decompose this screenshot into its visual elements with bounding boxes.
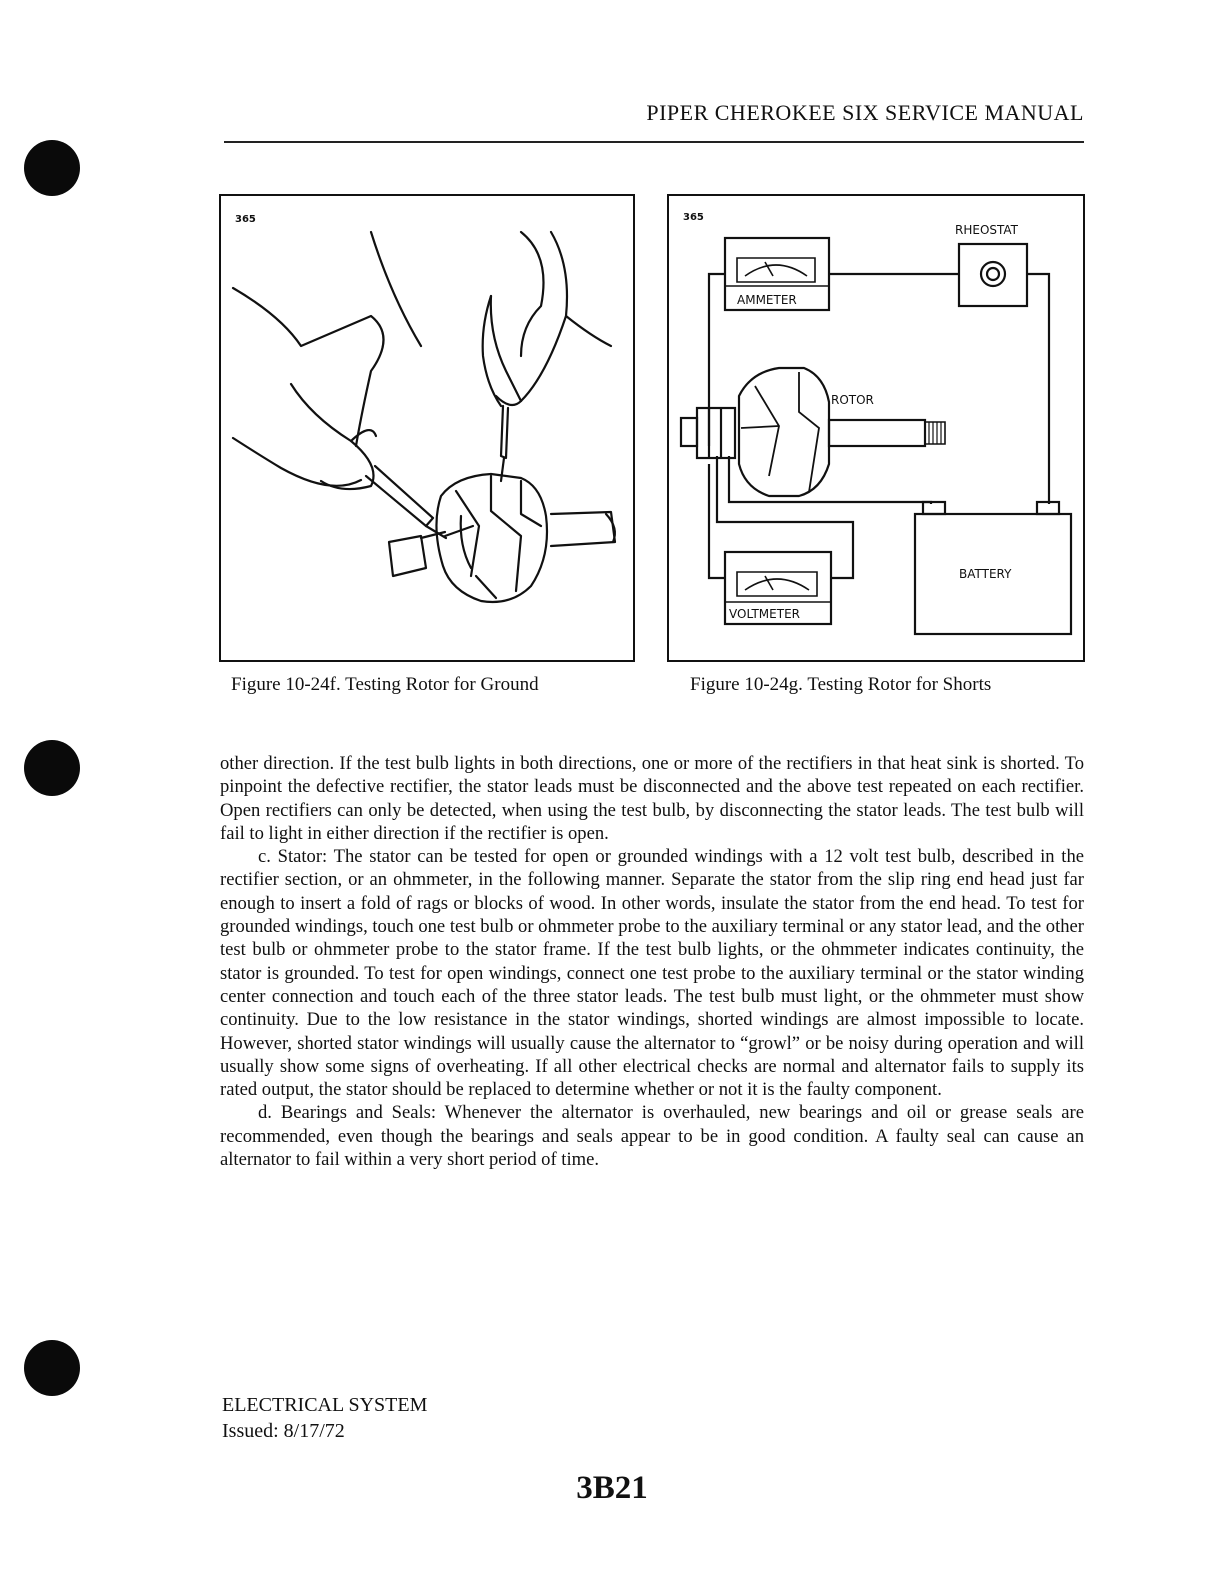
page-number: 3B21 bbox=[576, 1470, 648, 1506]
slip-ring-stub bbox=[681, 418, 697, 446]
figure-rotor-shorts bbox=[667, 194, 1085, 662]
paragraph-bearings-seals: d. Bearings and Seals: Whenever the alternator is overhauled, new bearings and oil or grease seals are recommended, even though the bearings and seals appear to be in good condition. A faulty seal can cause an alternator to fail within a very short period of time. bbox=[220, 1102, 1084, 1171]
wire-rotor-voltmeter bbox=[717, 456, 853, 578]
figure-number: 365 bbox=[235, 214, 256, 225]
wire-ammeter-rotor bbox=[709, 274, 725, 446]
rheostat-box bbox=[959, 244, 1027, 306]
figure-number: 365 bbox=[683, 212, 704, 223]
footer-issued: Issued: 8/17/72 bbox=[222, 1420, 345, 1442]
body-text bbox=[220, 752, 1084, 1171]
paragraph-rectifier-test: other direction. If the test bulb lights in both directions, one or more of the rectifiers in that heat sink is shorted. To pinpoint the defective rectifier, the stator leads must be disconnected and the above test repeated on each rectifier. Open rectifiers can only be detected, when using the test bulb, by disconnecting the stator leads. The test bulb will fail to light in either direction if the rectifier is open. bbox=[220, 753, 1084, 844]
figure-caption-rotor-shorts: Figure 10-24g. Testing Rotor for Shorts bbox=[690, 674, 992, 695]
rheostat-label: RHEOSTAT bbox=[955, 223, 1019, 237]
figure-rotor-ground bbox=[219, 194, 635, 662]
ammeter-label: AMMETER bbox=[737, 293, 797, 307]
manual-title: PIPER CHEROKEE SIX SERVICE MANUAL bbox=[646, 100, 1084, 125]
rotor-ground-illustration bbox=[221, 196, 633, 660]
rotor-label: ROTOR bbox=[831, 393, 874, 407]
paragraph-stator: c. Stator: The stator can be tested for open or grounded windings with a 12 volt test bulb, described in the rectifier section, or an ohmmeter, in the following manner. Separate the stator from the slip ring end head just far enough to insert a fold of rags or blocks of wood. In other words, insulate the stator from the end head. To test for grounded windings, touch one test bulb or ohmmeter probe to the auxiliary terminal or any stator lead, and the other test bulb or ohmmeter probe to the stator frame. If the test bulb lights, or the ohmmeter indicates continuity, the stator is grounded. To test for open windings, connect one test probe to the auxiliary terminal or the stator winding center connection and touch each of the three stator leads. The test bulb must light, or the ohmmeter must show continuity. Due to the low resistance in the stator windings, shorted windings are almost impossible to locate. However, shorted stator windings will usually cause the alternator to “growl” or be noisy during operation and will usually show some signs of overheating. If all other electrical checks are normal and alternator fails to supply its rated output, the stator should be replaced to determine whether or not it is the faulty component. bbox=[220, 846, 1084, 1101]
binder-hole-top bbox=[24, 140, 80, 196]
header-rule bbox=[224, 141, 1084, 143]
slip-ring-assembly bbox=[697, 408, 735, 458]
figure-caption-rotor-ground: Figure 10-24f. Testing Rotor for Ground bbox=[231, 674, 539, 695]
binder-hole-middle bbox=[24, 740, 80, 796]
voltmeter-label: VOLTMETER bbox=[729, 607, 800, 621]
rotor-body bbox=[739, 368, 829, 496]
rotor-shorts-wiring-diagram bbox=[669, 196, 1083, 660]
wire-rheostat-battery-positive bbox=[1027, 274, 1049, 504]
battery-terminal-negative bbox=[923, 502, 945, 514]
rotor-shaft bbox=[829, 420, 925, 446]
footer-section: ELECTRICAL SYSTEM bbox=[222, 1394, 428, 1416]
battery-label: BATTERY bbox=[959, 567, 1012, 581]
binder-hole-bottom bbox=[24, 1340, 80, 1396]
